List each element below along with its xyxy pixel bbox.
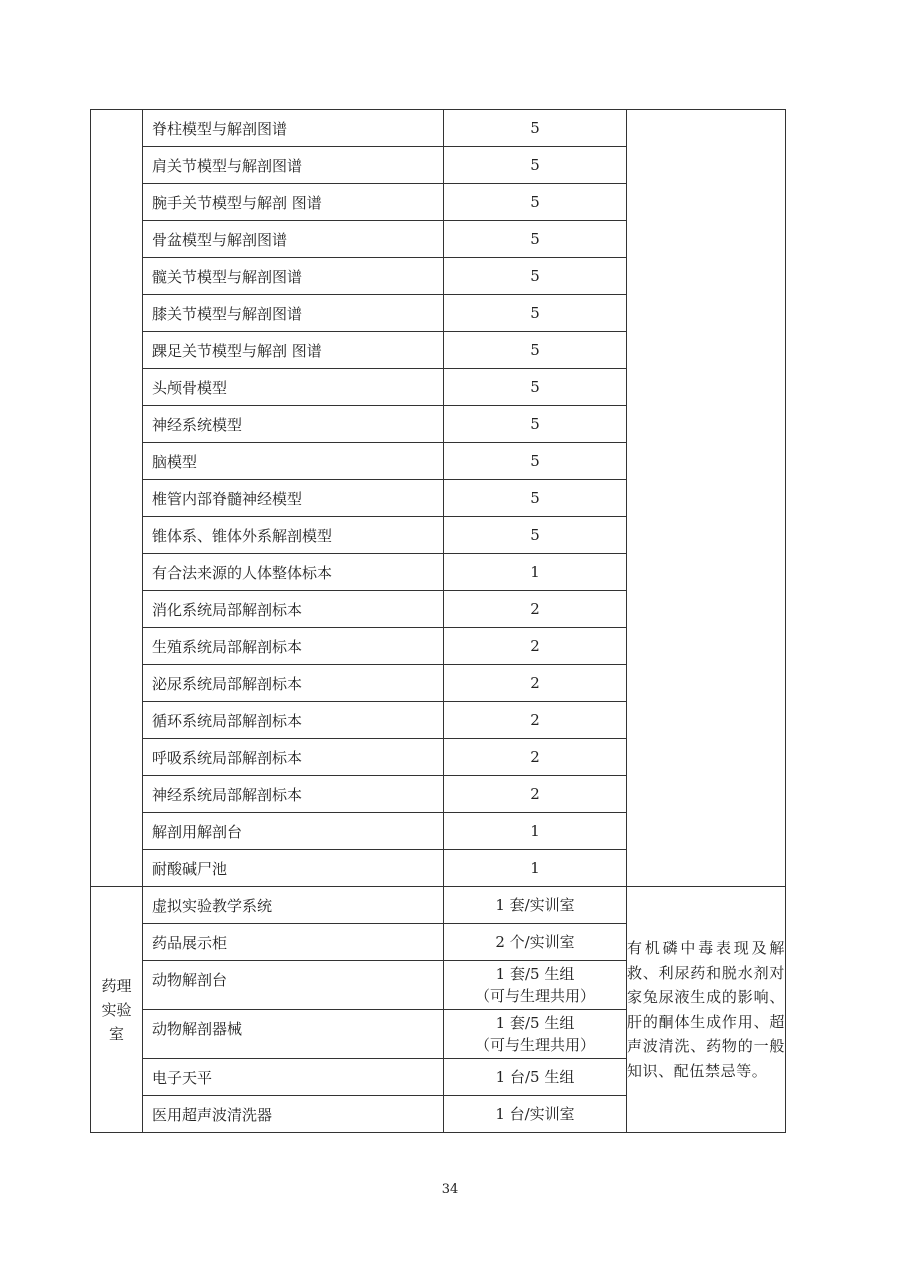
equipment-name: 药品展示柜 — [143, 924, 444, 961]
equipment-name: 脑模型 — [143, 443, 444, 480]
equipment-quantity: 1 — [444, 813, 627, 850]
equipment-quantity: 1 — [444, 554, 627, 591]
equipment-table — [90, 109, 786, 1133]
equipment-name: 锥体系、锥体外系解剖模型 — [143, 517, 444, 554]
equipment-name: 头颅骨模型 — [143, 369, 444, 406]
equipment-name: 耐酸碱尸池 — [143, 850, 444, 887]
equipment-quantity: 5 — [444, 184, 627, 221]
equipment-name: 踝足关节模型与解剖 图谱 — [143, 332, 444, 369]
equipment-name: 神经系统局部解剖标本 — [143, 776, 444, 813]
equipment-name: 肩关节模型与解剖图谱 — [143, 147, 444, 184]
pharmacology-section — [91, 887, 786, 1133]
equipment-name: 腕手关节模型与解剖 图谱 — [143, 184, 444, 221]
equipment-name: 生殖系统局部解剖标本 — [143, 628, 444, 665]
equipment-quantity — [444, 924, 627, 961]
table-row — [91, 887, 786, 924]
equipment-quantity: 2 — [444, 702, 627, 739]
quantity-note: （可与生理共用） — [474, 1036, 595, 1054]
equipment-name: 神经系统模型 — [143, 406, 444, 443]
training-content-cell — [627, 110, 786, 887]
equipment-name: 虚拟实验教学系统 — [143, 887, 444, 924]
category-label-line: 药理 — [101, 976, 132, 995]
category-cell — [91, 110, 143, 887]
equipment-name: 泌尿系统局部解剖标本 — [143, 665, 444, 702]
page-number: 34 — [441, 1182, 459, 1197]
equipment-name: 解剖用解剖台 — [143, 813, 444, 850]
equipment-quantity: 5 — [444, 110, 627, 147]
equipment-name: 脊柱模型与解剖图谱 — [143, 110, 444, 147]
equipment-name: 膝关节模型与解剖图谱 — [143, 295, 444, 332]
equipment-name: 骨盆模型与解剖图谱 — [143, 221, 444, 258]
quantity-line: 1 套/5 生组 — [495, 1014, 575, 1032]
equipment-name: 医用超声波清洗器 — [143, 1096, 444, 1133]
equipment-quantity: 5 — [444, 147, 627, 184]
training-content-cell: 有机磷中毒表现及解救、利尿药和脱水剂对家兔尿液生成的影响、肝的酮体生成作用、超声波清洗、药物的一般知识、配伍禁忌等。 — [627, 887, 786, 1133]
category-label-line: 实验 — [101, 1000, 132, 1019]
equipment-quantity: 1 — [444, 850, 627, 887]
equipment-name: 椎管内部脊髓神经模型 — [143, 480, 444, 517]
equipment-name: 循环系统局部解剖标本 — [143, 702, 444, 739]
quantity-line: 1 套/5 生组 — [495, 965, 575, 983]
equipment-quantity — [444, 887, 627, 924]
equipment-quantity: 5 — [444, 480, 627, 517]
equipment-name: 呼吸系统局部解剖标本 — [143, 739, 444, 776]
equipment-quantity: 2 — [444, 591, 627, 628]
equipment-quantity: 5 — [444, 295, 627, 332]
quantity-line: 1 套/实训室 — [495, 896, 575, 914]
equipment-name: 消化系统局部解剖标本 — [143, 591, 444, 628]
equipment-quantity: 2 — [444, 628, 627, 665]
quantity-line: 2 个/实训室 — [495, 933, 575, 951]
equipment-name: 髋关节模型与解剖图谱 — [143, 258, 444, 295]
quantity-note: （可与生理共用） — [474, 987, 595, 1005]
category-cell — [91, 887, 143, 1133]
equipment-quantity — [444, 1010, 627, 1059]
equipment-name: 动物解剖台 — [143, 961, 444, 1010]
equipment-quantity — [444, 1059, 627, 1096]
quantity-line: 1 台/实训室 — [495, 1105, 575, 1123]
equipment-quantity: 5 — [444, 443, 627, 480]
anatomy-section — [91, 110, 786, 887]
equipment-quantity: 5 — [444, 406, 627, 443]
category-label-line: 室 — [108, 1024, 124, 1043]
equipment-quantity: 5 — [444, 517, 627, 554]
equipment-quantity: 5 — [444, 332, 627, 369]
equipment-name: 动物解剖器械 — [143, 1010, 444, 1059]
table-row — [91, 110, 786, 147]
equipment-name: 电子天平 — [143, 1059, 444, 1096]
equipment-name: 有合法来源的人体整体标本 — [143, 554, 444, 591]
equipment-quantity — [444, 1096, 627, 1133]
equipment-quantity: 5 — [444, 369, 627, 406]
equipment-quantity: 2 — [444, 665, 627, 702]
equipment-quantity — [444, 961, 627, 1010]
equipment-quantity: 5 — [444, 221, 627, 258]
equipment-quantity: 5 — [444, 258, 627, 295]
equipment-quantity: 2 — [444, 776, 627, 813]
quantity-line: 1 台/5 生组 — [495, 1068, 575, 1086]
equipment-quantity: 2 — [444, 739, 627, 776]
